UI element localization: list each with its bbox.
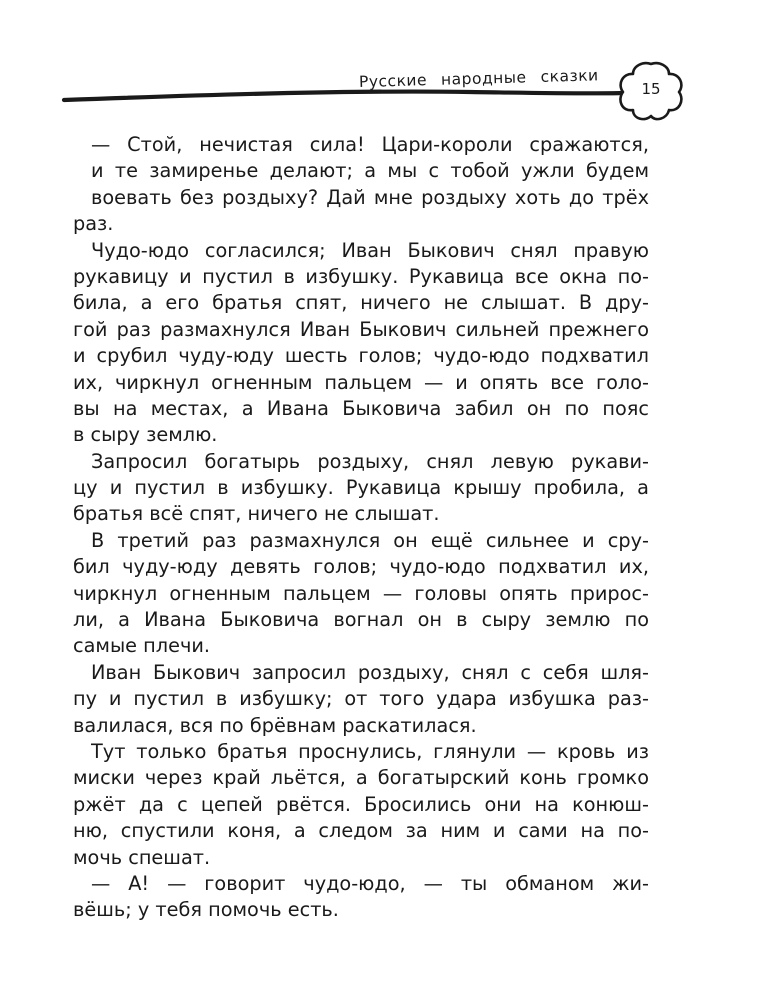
paragraph: [73, 660, 649, 739]
running-title-word: Русские: [358, 71, 428, 91]
paragraph: [73, 739, 649, 871]
paragraph: [73, 449, 649, 528]
text-line: — Стой, нечистая сила! Цари-короли сражаются,: [91, 133, 649, 156]
text-line: в сыру землю.: [73, 423, 218, 447]
text-line: Чудо-юдо согласился; Иван Быкович снял правую: [91, 238, 649, 262]
text-line: В третий раз размахнулся он ещё сильнее и сру-: [91, 528, 649, 552]
paragraph: [73, 871, 649, 924]
page-header: [0, 0, 759, 120]
story-text: [73, 132, 649, 924]
text-line: рукавицу и пустил в избушку. Рукавица все окна по-: [73, 264, 649, 288]
text-line: и те замиренье делают; а мы с тобой ужли будем: [91, 159, 649, 183]
text-line: их, чиркнул огненным пальцем — и опять все голо-: [73, 370, 649, 394]
text-line: гой раз размахнулся Иван Быкович сильней прежнего: [73, 317, 649, 341]
text-line: ню, спустили коня, а следом за ним и сами на по-: [73, 819, 649, 843]
text-line: ржёт да с цепей рвётся. Бросились они на конюш-: [73, 792, 649, 816]
text-line: вёшь; у тебя помочь есть.: [73, 898, 339, 922]
text-line: чиркнул огненным пальцем — головы опять прирос-: [73, 581, 649, 605]
paragraph: [73, 528, 649, 660]
running-title-word: народные: [440, 68, 527, 89]
text-line: самые плечи.: [73, 634, 211, 658]
running-title-word: сказки: [540, 66, 599, 86]
text-line: мочь спешат.: [73, 845, 211, 869]
text-line: ли, а Ивана Быковича вогнал он в сыру землю по: [73, 608, 649, 632]
text-line: Тут только братья проснулись, глянули — кровь из: [91, 739, 649, 763]
text-line: била, а его братья спят, ничего не слышат. В дру-: [73, 291, 649, 315]
text-line: и срубил чуду-юду шесть голов; чудо-юдо подхватил: [73, 344, 649, 368]
text-line: раз.: [73, 212, 114, 236]
text-line: цу и пустил в избушку. Рукавица крышу пробила, а: [73, 476, 649, 500]
text-line: вы на местах, а Ивана Быковича забил он по пояс: [73, 396, 649, 420]
paragraph: [73, 238, 649, 449]
text-line: миски через край льётся, а богатырский конь громко: [73, 766, 649, 790]
page-number: 15: [641, 80, 661, 98]
text-line: — А! — говорит чудо-юдо, — ты обманом жи-: [91, 871, 649, 895]
paragraph: [73, 132, 649, 238]
text-line: Иван Быкович запросил роздыху, снял с себя шля-: [91, 660, 649, 684]
text-line: бил чуду-юду девять голов; чудо-юдо подхватил их,: [73, 555, 649, 579]
text-line: Запросил богатырь роздыху, снял левую рукави-: [91, 449, 649, 473]
text-line: пу и пустил в избушку; от того удара избушка раз-: [73, 687, 649, 711]
text-line: валилася, вся по брёвнам раскатилася.: [73, 713, 477, 737]
text-line: братья всё спят, ничего не слышат.: [73, 502, 440, 526]
text-line: воевать без роздыху? Дай мне роздыху хоть до трёх: [91, 185, 649, 209]
